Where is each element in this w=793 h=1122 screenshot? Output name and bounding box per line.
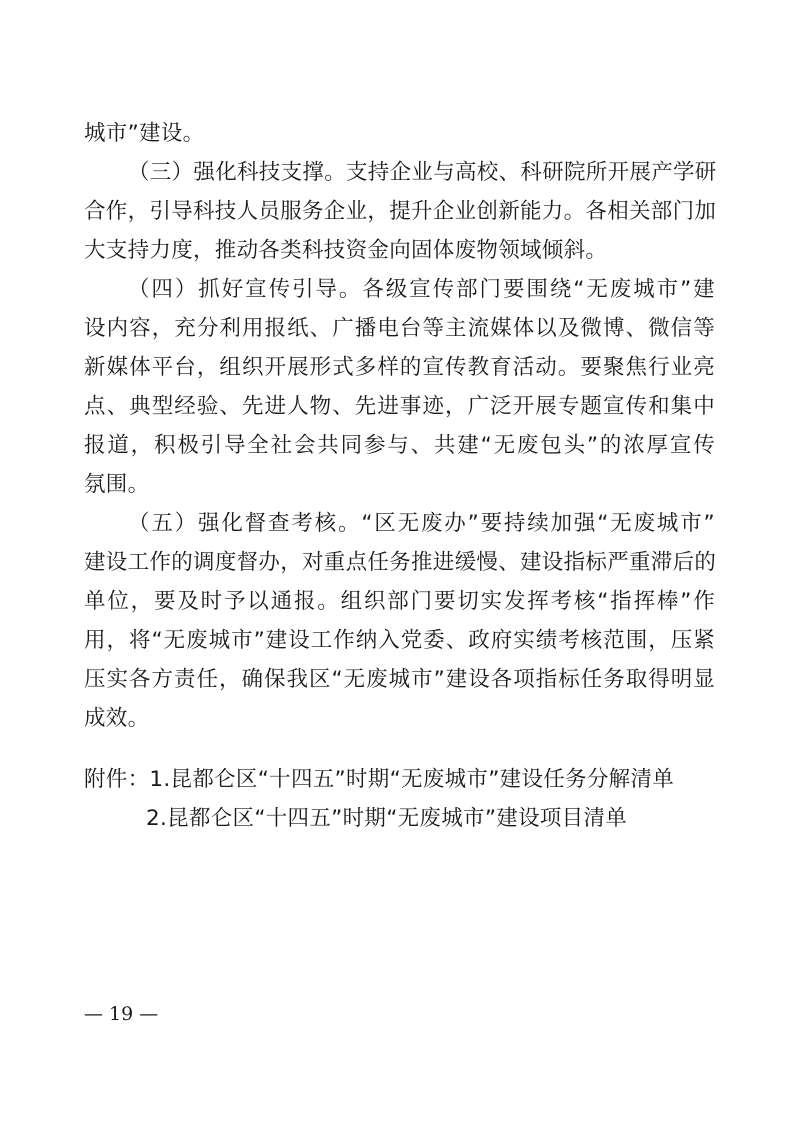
section-4-line: 报道，积极引导全社会共同参与、共建“无废包头”的浓厚宣传 [84, 433, 715, 458]
section-5-line: 建设工作的调度督办，对重点任务推进缓慢、建设指标严重滞后的 [84, 550, 717, 575]
section-3-heading-line: （三）强化科技支撑。支持企业与高校、科研院所开展产学研 [128, 160, 717, 185]
attachment-1: 附件：1.昆都仑区“十四五”时期“无废城市”建设任务分解清单 [84, 767, 675, 792]
page-number: — 19 — [84, 1003, 159, 1025]
section-4-line: 新媒体平台，组织开展形式多样的宣传教育活动。要聚焦行业亮 [84, 355, 715, 380]
section-4-heading-line: （四）抓好宣传引导。各级宣传部门要围绕“无废城市”建 [128, 277, 715, 302]
section-4-line: 设内容，充分利用报纸、广播电台等主流媒体以及微博、微信等 [84, 316, 715, 341]
section-5-line: 压实各方责任，确保我区“无废城市”建设各项指标任务取得明显 [84, 667, 715, 692]
body-line-continuation: 城市”建设。 [84, 121, 205, 146]
section-3-line: 合作，引导科技人员服务企业，提升企业创新能力。各相关部门加 [84, 199, 717, 224]
section-4-line: 点、典型经验、先进人物、先进事迹，广泛开展专题宣传和集中 [84, 394, 715, 419]
section-5-line: 单位，要及时予以通报。组织部门要切实发挥考核“指挥棒”作 [84, 589, 715, 614]
section-5-line: 用，将“无废城市”建设工作纳入党委、政府实绩考核范围，压紧 [84, 628, 715, 653]
attachment-2: 2.昆都仑区“十四五”时期“无废城市”建设项目清单 [146, 806, 628, 831]
section-5-line: 成效。 [84, 706, 150, 731]
section-5-heading-line: （五）强化督查考核。“区无废办”要持续加强“无废城市” [128, 511, 715, 536]
section-4-line: 氛围。 [84, 472, 150, 497]
section-3-line: 大支持力度，推动各类科技资金向固体废物领域倾斜。 [84, 238, 608, 263]
